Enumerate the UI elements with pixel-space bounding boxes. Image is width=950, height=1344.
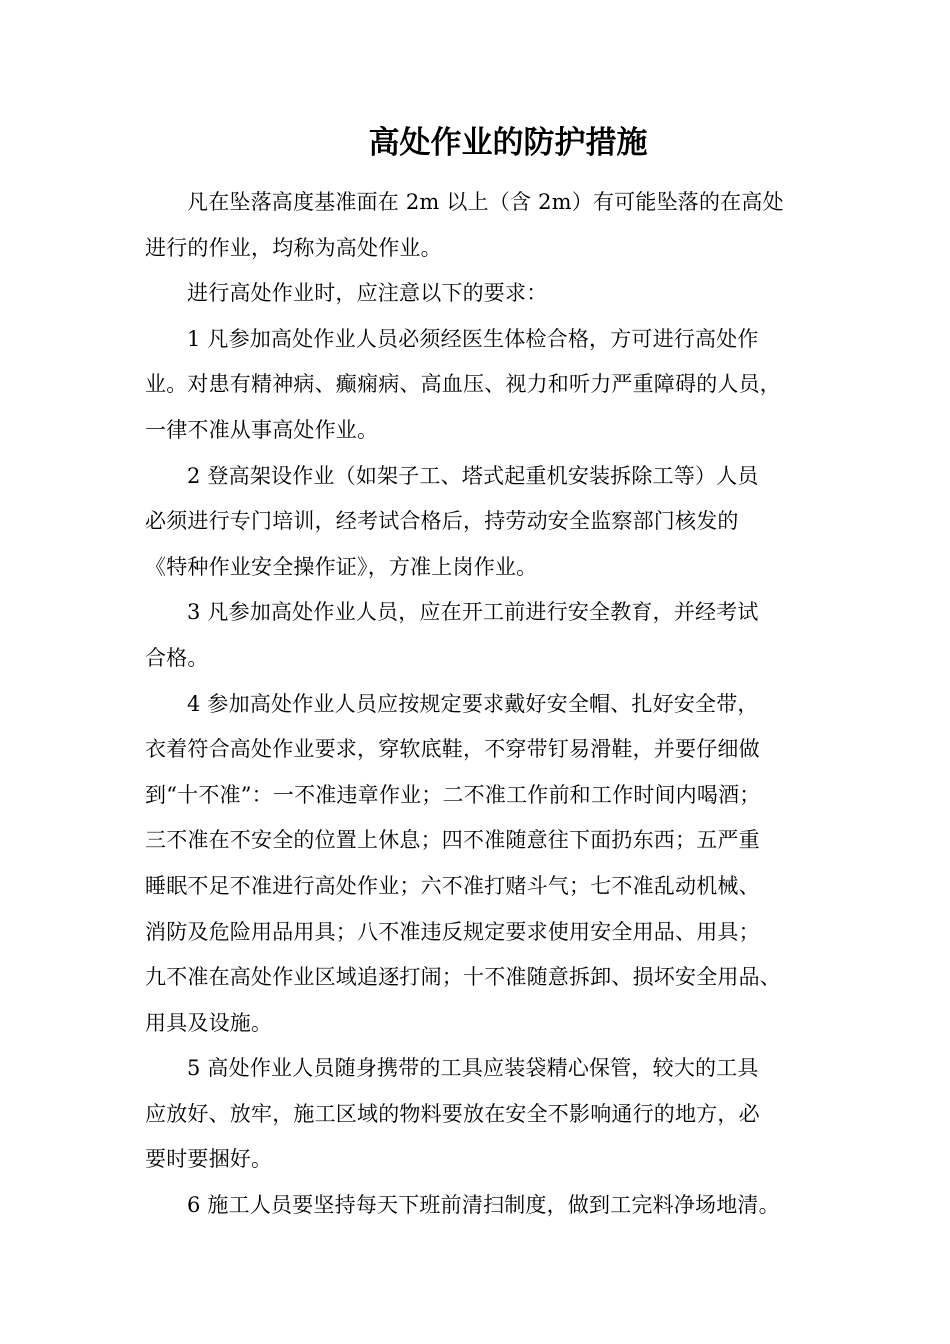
paragraph-line: 进行高处作业时，应注意以下的要求： <box>187 281 548 306</box>
paragraph-line: 睡眠不足不准进行高处作业；六不准打赌斗气；七不准乱动机械、 <box>145 873 760 898</box>
paragraph-line: 应放好、放牢，施工区域的物料要放在安全不影响通行的地方，必 <box>145 1101 760 1126</box>
paragraph-item-3 <box>145 590 825 681</box>
paragraph-line: 业。对患有精神病、癫痫病、高血压、视力和听力严重障碍的人员， <box>145 372 781 397</box>
document-title: 高处作业的防护措施 <box>368 125 648 161</box>
document-body <box>145 180 825 1229</box>
paragraph-line: 必须进行专门培训，经考试合格后，持劳动安全监察部门核发的 <box>145 509 739 534</box>
paragraph-line: 要时要捆好。 <box>145 1147 273 1172</box>
paragraph-line: 三不准在不安全的位置上休息；四不准随意往下面扔东西；五严重 <box>145 828 760 853</box>
paragraph-line: 进行的作业，均称为高处作业。 <box>145 235 442 260</box>
paragraph-line: 5 高处作业人员随身携带的工具应装袋精心保管，较大的工具 <box>187 1056 759 1081</box>
paragraph-line: 3 凡参加高处作业人员，应在开工前进行安全教育，并经考试 <box>187 600 759 625</box>
paragraph-line: 2 登高架设作业（如架子工、塔式起重机安装拆除工等）人员 <box>187 463 759 488</box>
paragraph-line: 6 施工人员要坚持每天下班前清扫制度，做到工完料净场地清。 <box>187 1193 780 1218</box>
paragraph-line: 消防及危险用品用具；八不准违反规定要求使用安全用品、用具； <box>145 919 760 944</box>
paragraph-line: 合格。 <box>145 645 209 670</box>
paragraph-item-4 <box>145 682 825 1047</box>
paragraph-line: 用具及设施。 <box>145 1010 273 1035</box>
paragraph-line: 凡在坠落高度基准面在 2m 以上（含 2m）有可能坠落的在高处 <box>187 190 784 214</box>
paragraph-line: 1 凡参加高处作业人员必须经医生体检合格，方可进行高处作 <box>187 326 759 351</box>
paragraph-requirements-intro <box>145 271 825 317</box>
paragraph-item-2 <box>145 454 825 591</box>
paragraph-line: 九不准在高处作业区域追逐打闹；十不准随意拆卸、损坏安全用品、 <box>145 965 781 990</box>
paragraph-definition <box>145 180 825 271</box>
paragraph-line: 衣着符合高处作业要求，穿软底鞋，不穿带钉易滑鞋，并要仔细做 <box>145 737 760 762</box>
paragraph-line: 4 参加高处作业人员应按规定要求戴好安全帽、扎好安全带， <box>187 691 759 716</box>
paragraph-item-5 <box>145 1046 825 1183</box>
paragraph-item-1 <box>145 317 825 454</box>
paragraph-line: 到“十不准”：一不准违章作业；二不准工作前和工作时间内喝酒； <box>145 782 761 807</box>
paragraph-line: 一律不准从事高处作业。 <box>145 417 379 442</box>
paragraph-line: 《特种作业安全操作证》，方准上岗作业。 <box>145 554 538 579</box>
paragraph-item-6 <box>145 1183 825 1229</box>
